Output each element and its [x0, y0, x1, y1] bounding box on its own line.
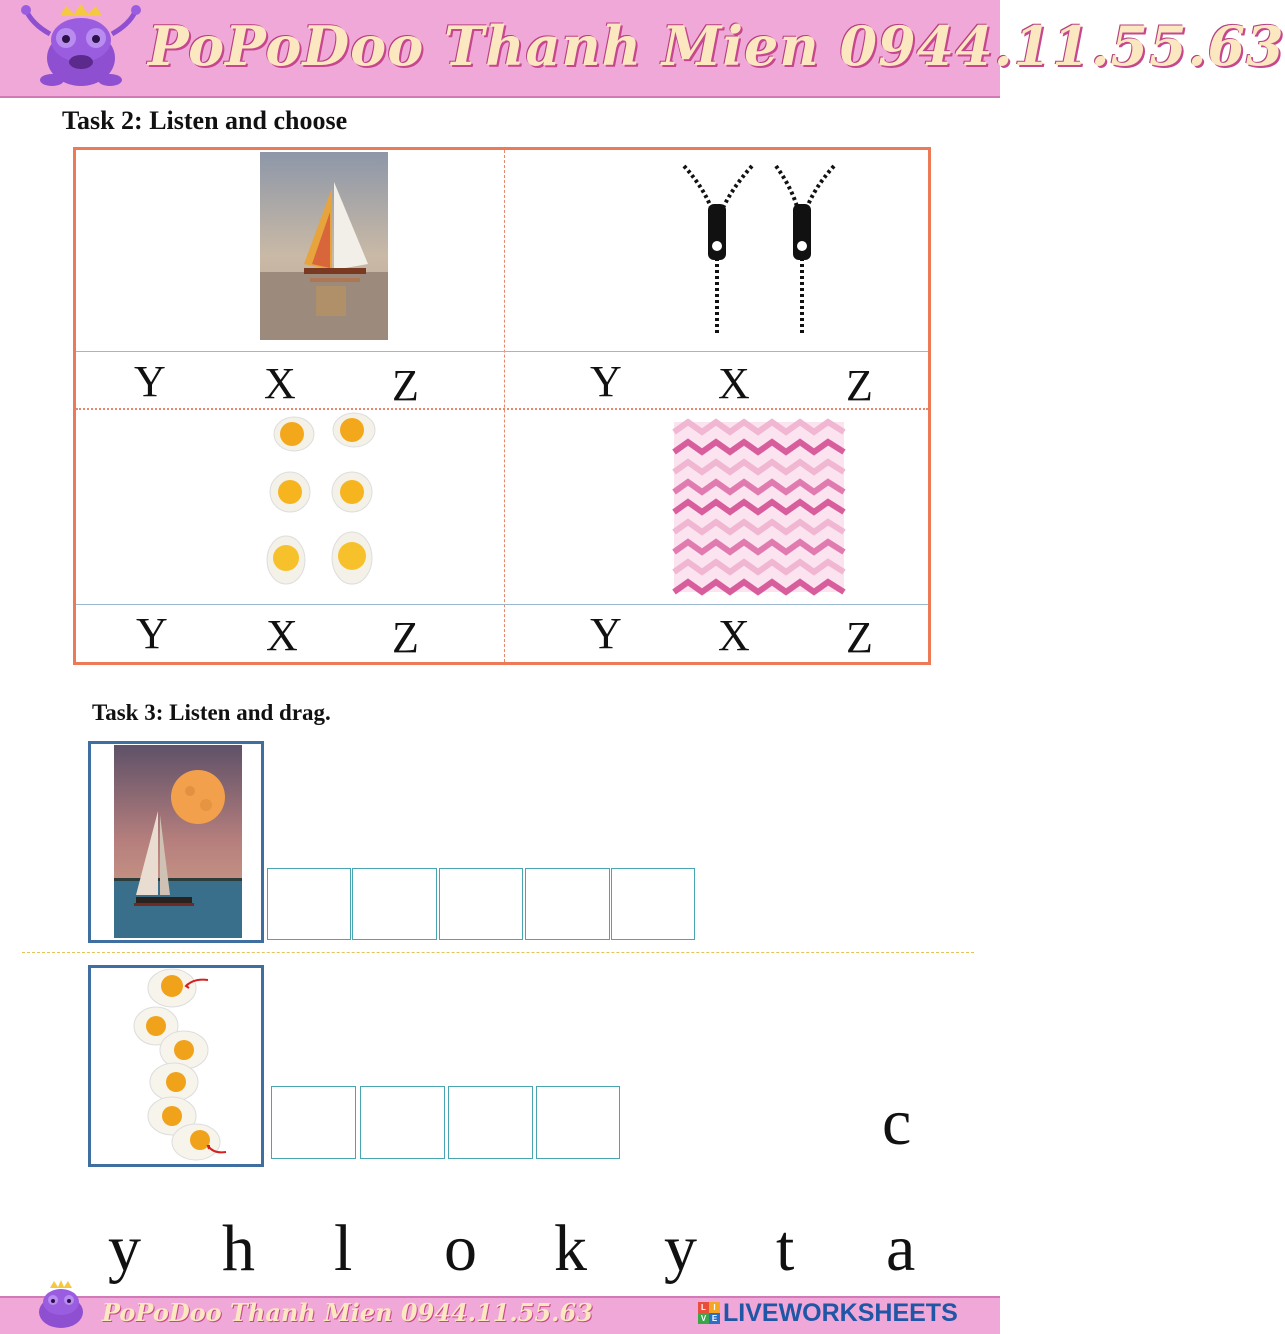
liveworksheets-brand[interactable]	[698, 1297, 958, 1329]
option-y[interactable]: Y	[134, 357, 166, 406]
draggable-letter[interactable]: h	[222, 1212, 255, 1285]
zipper-picture	[674, 158, 844, 338]
option-z[interactable]: Z	[392, 361, 419, 410]
option-y[interactable]: Y	[590, 609, 622, 658]
draggable-letter[interactable]: y	[108, 1212, 141, 1285]
grid-divider-horizontal	[76, 408, 928, 410]
drop-box[interactable]	[536, 1086, 620, 1159]
option-z[interactable]: Z	[846, 613, 873, 662]
option-x[interactable]: X	[266, 611, 298, 660]
task3-title: Task 3: Listen and drag.	[92, 700, 331, 725]
drop-box[interactable]	[525, 868, 610, 940]
option-x[interactable]: X	[718, 359, 750, 408]
zigzag-picture	[674, 422, 844, 592]
egg-yolk-picture	[128, 968, 224, 1162]
option-z[interactable]: Z	[846, 361, 873, 410]
sailboat-picture	[260, 152, 388, 340]
draggable-letter[interactable]: y	[664, 1212, 697, 1285]
option-y[interactable]: Y	[136, 609, 168, 658]
draggable-letter[interactable]: k	[554, 1212, 587, 1285]
mascot-icon	[26, 1278, 96, 1330]
option-x[interactable]: X	[718, 611, 750, 660]
drop-box[interactable]	[360, 1086, 445, 1159]
draggable-letter[interactable]: o	[444, 1212, 477, 1285]
draggable-letter[interactable]: a	[886, 1212, 916, 1285]
drop-box[interactable]	[267, 868, 351, 940]
option-y[interactable]: Y	[590, 357, 622, 406]
liveworksheets-label: LIVEWORKSHEETS	[723, 1298, 958, 1327]
row-divider	[76, 604, 928, 605]
drop-box[interactable]	[271, 1086, 356, 1159]
footer-title: PoPoDoo Thanh Mien 0944.11.55.63	[102, 1298, 593, 1327]
yacht-moon-picture	[114, 745, 242, 938]
row-divider	[76, 351, 928, 352]
row-divider-dashed	[22, 952, 974, 953]
draggable-letter[interactable]: t	[776, 1212, 795, 1285]
draggable-letter[interactable]: l	[334, 1212, 353, 1285]
mascot-icon	[22, 4, 140, 92]
liveworksheets-logo-icon: L I V E	[698, 1302, 720, 1324]
drop-box[interactable]	[352, 868, 437, 940]
option-x[interactable]: X	[264, 359, 296, 408]
header-title: PoPoDoo Thanh Mien 0944.11.55.63	[148, 14, 1285, 78]
drop-box[interactable]	[439, 868, 523, 940]
task2-title: Task 2: Listen and choose	[62, 106, 348, 135]
drop-box[interactable]	[611, 868, 695, 940]
eggs-picture	[262, 410, 382, 590]
option-z[interactable]: Z	[392, 613, 419, 662]
grid-divider-vertical	[504, 150, 505, 662]
drop-box[interactable]	[448, 1086, 533, 1159]
draggable-letter[interactable]: c	[882, 1086, 912, 1159]
